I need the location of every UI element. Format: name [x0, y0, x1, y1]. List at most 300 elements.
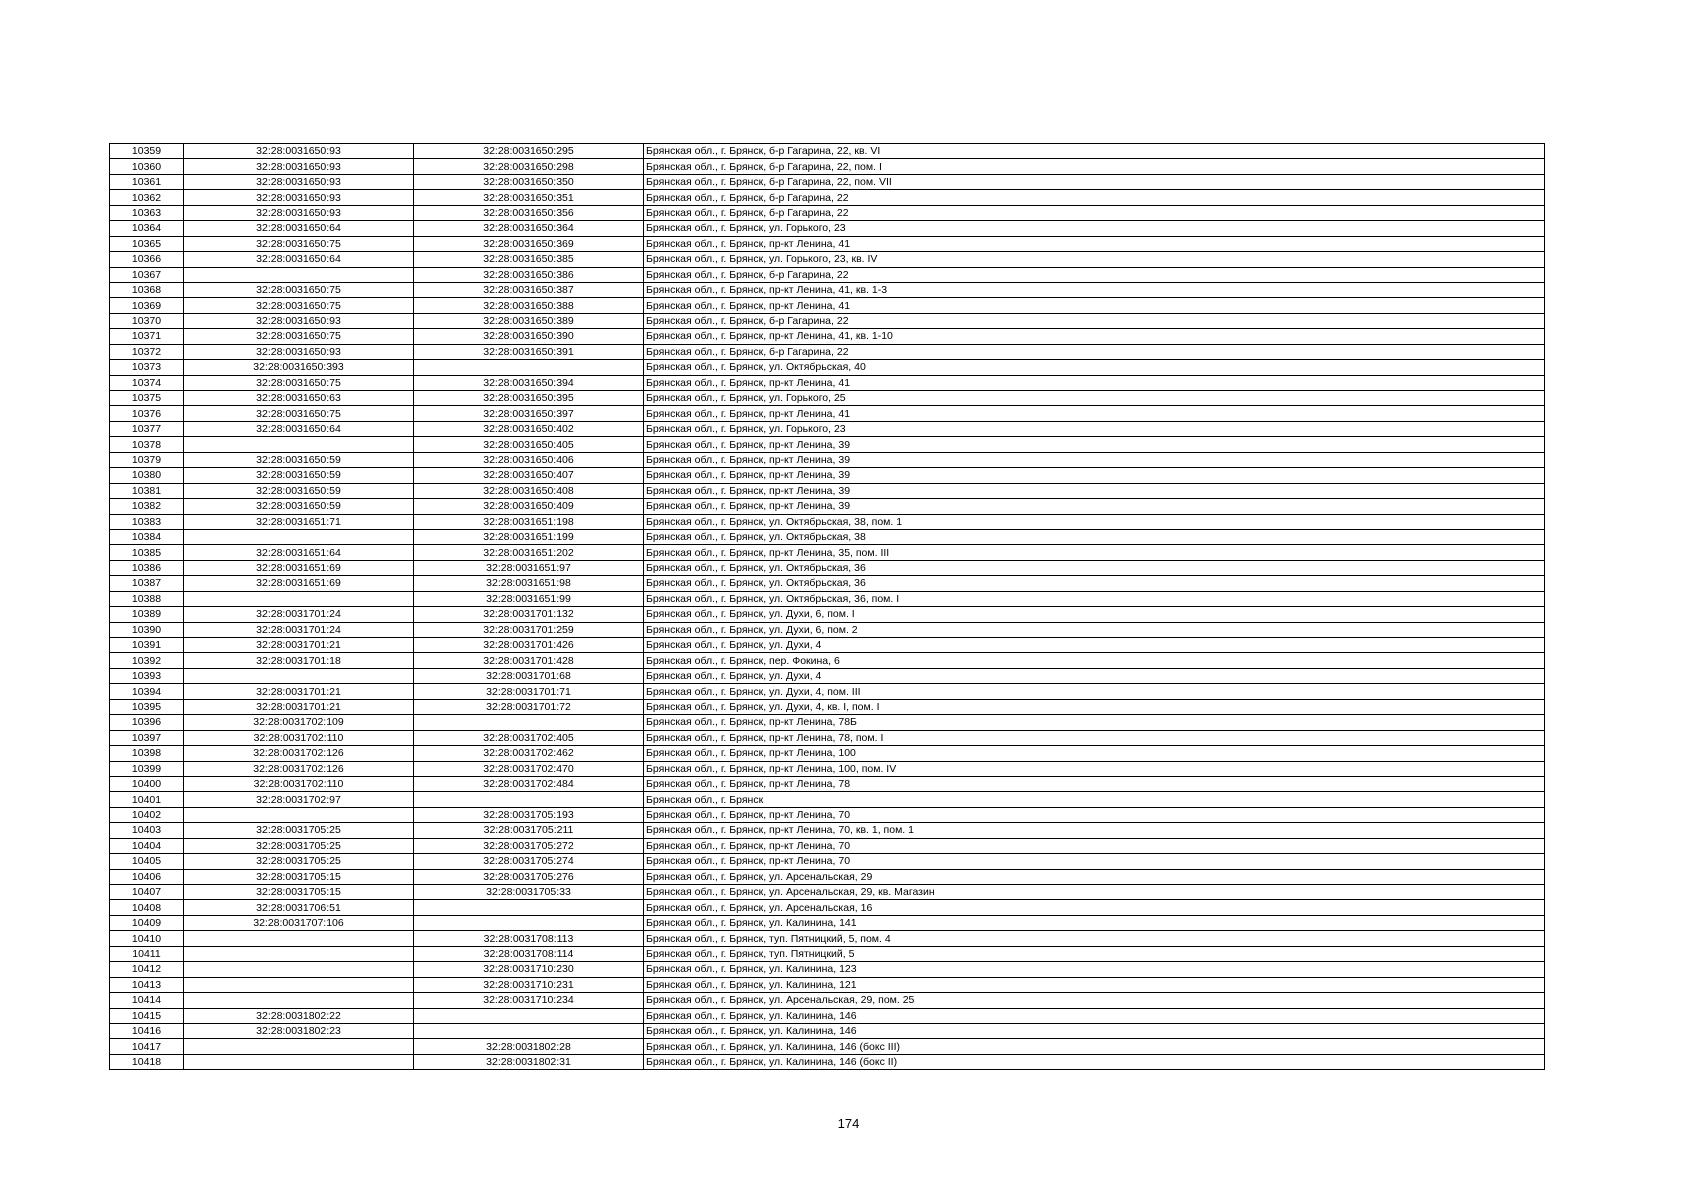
address-cell: Брянская обл., г. Брянск, пр-кт Ленина, 70 [644, 854, 1545, 869]
row-number-cell: 10379 [110, 452, 184, 467]
row-number-cell: 10416 [110, 1023, 184, 1038]
address-cell: Брянская обл., г. Брянск, ул. Арсенальская, 29, кв. Магазин [644, 885, 1545, 900]
table-row [110, 499, 1545, 514]
cadastral-parent-cell: 32:28:0031650:75 [184, 375, 414, 390]
cadastral-number-cell: 32:28:0031650:385 [414, 252, 644, 267]
table-row [110, 144, 1545, 159]
cadastral-number-cell: 32:28:0031701:71 [414, 684, 644, 699]
table-row [110, 344, 1545, 359]
table-row [110, 174, 1545, 189]
cadastral-number-cell: 32:28:0031650:391 [414, 344, 644, 359]
cadastral-parent-cell: 32:28:0031650:63 [184, 391, 414, 406]
row-number-cell: 10373 [110, 360, 184, 375]
cadastral-number-cell [414, 360, 644, 375]
cadastral-parent-cell: 32:28:0031705:25 [184, 854, 414, 869]
cadastral-number-cell: 32:28:0031708:113 [414, 931, 644, 946]
row-number-cell: 10371 [110, 329, 184, 344]
cadastral-number-cell: 32:28:0031650:388 [414, 298, 644, 313]
row-number-cell: 10360 [110, 159, 184, 174]
address-cell: Брянская обл., г. Брянск, ул. Арсенальская, 29 [644, 869, 1545, 884]
cadastral-parent-cell: 32:28:0031650:59 [184, 499, 414, 514]
cadastral-number-cell: 32:28:0031650:408 [414, 483, 644, 498]
cadastral-parent-cell: 32:28:0031702:110 [184, 776, 414, 791]
address-cell: Брянская обл., г. Брянск, ул. Духи, 6, пом. I [644, 607, 1545, 622]
table-row [110, 1023, 1545, 1038]
table-row [110, 1008, 1545, 1023]
row-number-cell: 10384 [110, 529, 184, 544]
registry-table-body [110, 144, 1545, 1070]
cadastral-number-cell: 32:28:0031650:405 [414, 437, 644, 452]
table-row [110, 869, 1545, 884]
table-row [110, 807, 1545, 822]
cadastral-parent-cell [184, 591, 414, 606]
address-cell: Брянская обл., г. Брянск, ул. Калинина, 146 (бокс II) [644, 1054, 1545, 1069]
cadastral-parent-cell: 32:28:0031651:64 [184, 545, 414, 560]
table-row [110, 298, 1545, 313]
row-number-cell: 10400 [110, 776, 184, 791]
row-number-cell: 10405 [110, 854, 184, 869]
row-number-cell: 10390 [110, 622, 184, 637]
cadastral-number-cell [414, 1008, 644, 1023]
cadastral-parent-cell: 32:28:0031650:93 [184, 159, 414, 174]
cadastral-parent-cell [184, 931, 414, 946]
cadastral-parent-cell: 32:28:0031705:25 [184, 823, 414, 838]
table-row [110, 638, 1545, 653]
address-cell: Брянская обл., г. Брянск, пр-кт Ленина, 39 [644, 437, 1545, 452]
cadastral-number-cell [414, 915, 644, 930]
table-row [110, 375, 1545, 390]
cadastral-parent-cell: 32:28:0031802:23 [184, 1023, 414, 1038]
cadastral-parent-cell [184, 1039, 414, 1054]
table-row [110, 776, 1545, 791]
cadastral-parent-cell [184, 1054, 414, 1069]
table-row [110, 607, 1545, 622]
row-number-cell: 10403 [110, 823, 184, 838]
row-number-cell: 10376 [110, 406, 184, 421]
row-number-cell: 10401 [110, 792, 184, 807]
cadastral-number-cell: 32:28:0031650:394 [414, 375, 644, 390]
row-number-cell: 10380 [110, 468, 184, 483]
cadastral-number-cell: 32:28:0031650:395 [414, 391, 644, 406]
cadastral-number-cell: 32:28:0031650:409 [414, 499, 644, 514]
table-row [110, 931, 1545, 946]
cadastral-number-cell: 32:28:0031650:402 [414, 421, 644, 436]
table-row [110, 823, 1545, 838]
table-row [110, 668, 1545, 683]
address-cell: Брянская обл., г. Брянск, ул. Калинина, 123 [644, 962, 1545, 977]
table-row [110, 730, 1545, 745]
address-cell: Брянская обл., г. Брянск, ул. Духи, 4 [644, 638, 1545, 653]
table-row [110, 190, 1545, 205]
cadastral-number-cell: 32:28:0031705:193 [414, 807, 644, 822]
address-cell: Брянская обл., г. Брянск, пр-кт Ленина, 41 [644, 406, 1545, 421]
table-row [110, 962, 1545, 977]
row-number-cell: 10418 [110, 1054, 184, 1069]
table-row [110, 329, 1545, 344]
address-cell: Брянская обл., г. Брянск, пр-кт Ленина, 39 [644, 499, 1545, 514]
address-cell: Брянская обл., г. Брянск, ул. Калинина, 121 [644, 977, 1545, 992]
row-number-cell: 10366 [110, 252, 184, 267]
table-row [110, 715, 1545, 730]
table-row [110, 545, 1545, 560]
address-cell: Брянская обл., г. Брянск, пр-кт Ленина, 41 [644, 375, 1545, 390]
table-row [110, 205, 1545, 220]
cadastral-number-cell: 32:28:0031701:426 [414, 638, 644, 653]
cadastral-number-cell: 32:28:0031650:364 [414, 221, 644, 236]
cadastral-number-cell: 32:28:0031702:470 [414, 761, 644, 776]
address-cell: Брянская обл., г. Брянск, ул. Октябрьская, 38 [644, 529, 1545, 544]
row-number-cell: 10392 [110, 653, 184, 668]
cadastral-number-cell: 32:28:0031651:98 [414, 576, 644, 591]
cadastral-number-cell: 32:28:0031705:276 [414, 869, 644, 884]
table-row [110, 854, 1545, 869]
table-row [110, 483, 1545, 498]
row-number-cell: 10412 [110, 962, 184, 977]
table-row [110, 159, 1545, 174]
cadastral-parent-cell: 32:28:0031706:51 [184, 900, 414, 915]
row-number-cell: 10393 [110, 668, 184, 683]
cadastral-number-cell: 32:28:0031651:198 [414, 514, 644, 529]
address-cell: Брянская обл., г. Брянск, пр-кт Ленина, 41 [644, 236, 1545, 251]
address-cell: Брянская обл., г. Брянск, пр-кт Ленина, 100, пом. IV [644, 761, 1545, 776]
cadastral-parent-cell: 32:28:0031650:75 [184, 236, 414, 251]
row-number-cell: 10378 [110, 437, 184, 452]
cadastral-parent-cell: 32:28:0031650:75 [184, 298, 414, 313]
address-cell: Брянская обл., г. Брянск, ул. Калинина, 146 (бокс III) [644, 1039, 1545, 1054]
row-number-cell: 10397 [110, 730, 184, 745]
table-row [110, 391, 1545, 406]
cadastral-number-cell [414, 1023, 644, 1038]
row-number-cell: 10408 [110, 900, 184, 915]
address-cell: Брянская обл., г. Брянск, ул. Октябрьская, 36, пом. I [644, 591, 1545, 606]
address-cell: Брянская обл., г. Брянск, б-р Гагарина, 22, пом. VII [644, 174, 1545, 189]
row-number-cell: 10372 [110, 344, 184, 359]
cadastral-number-cell: 32:28:0031650:298 [414, 159, 644, 174]
address-cell: Брянская обл., г. Брянск, ул. Горького, 23 [644, 221, 1545, 236]
cadastral-number-cell [414, 900, 644, 915]
table-row [110, 529, 1545, 544]
cadastral-number-cell: 32:28:0031710:234 [414, 993, 644, 1008]
cadastral-parent-cell: 32:28:0031650:59 [184, 483, 414, 498]
row-number-cell: 10409 [110, 915, 184, 930]
cadastral-parent-cell: 32:28:0031650:64 [184, 421, 414, 436]
address-cell: Брянская обл., г. Брянск, пр-кт Ленина, 78, пом. I [644, 730, 1545, 745]
row-number-cell: 10417 [110, 1039, 184, 1054]
address-cell: Брянская обл., г. Брянск, ул. Духи, 4 [644, 668, 1545, 683]
table-row [110, 885, 1545, 900]
row-number-cell: 10410 [110, 931, 184, 946]
cadastral-parent-cell: 32:28:0031651:71 [184, 514, 414, 529]
address-cell: Брянская обл., г. Брянск, ул. Духи, 4, кв. I, пом. I [644, 699, 1545, 714]
table-row [110, 684, 1545, 699]
row-number-cell: 10415 [110, 1008, 184, 1023]
cadastral-parent-cell: 32:28:0031702:126 [184, 761, 414, 776]
cadastral-number-cell: 32:28:0031708:114 [414, 946, 644, 961]
address-cell: Брянская обл., г. Брянск, туп. Пятницкий, 5 [644, 946, 1545, 961]
row-number-cell: 10413 [110, 977, 184, 992]
address-cell: Брянская обл., г. Брянск, пер. Фокина, 6 [644, 653, 1545, 668]
cadastral-number-cell: 32:28:0031650:356 [414, 205, 644, 220]
registry-table [109, 143, 1545, 1070]
cadastral-parent-cell: 32:28:0031707:106 [184, 915, 414, 930]
address-cell: Брянская обл., г. Брянск, ул. Октябрьская, 40 [644, 360, 1545, 375]
cadastral-parent-cell: 32:28:0031702:126 [184, 746, 414, 761]
row-number-cell: 10402 [110, 807, 184, 822]
cadastral-parent-cell [184, 946, 414, 961]
row-number-cell: 10407 [110, 885, 184, 900]
cadastral-parent-cell: 32:28:0031705:15 [184, 885, 414, 900]
cadastral-parent-cell: 32:28:0031701:18 [184, 653, 414, 668]
row-number-cell: 10377 [110, 421, 184, 436]
address-cell: Брянская обл., г. Брянск, ул. Калинина, 146 [644, 1023, 1545, 1038]
cadastral-number-cell: 32:28:0031702:462 [414, 746, 644, 761]
row-number-cell: 10370 [110, 313, 184, 328]
cadastral-number-cell: 32:28:0031701:68 [414, 668, 644, 683]
row-number-cell: 10363 [110, 205, 184, 220]
address-cell: Брянская обл., г. Брянск, б-р Гагарина, 22 [644, 205, 1545, 220]
cadastral-number-cell: 32:28:0031802:28 [414, 1039, 644, 1054]
cadastral-number-cell: 32:28:0031650:351 [414, 190, 644, 205]
row-number-cell: 10362 [110, 190, 184, 205]
row-number-cell: 10387 [110, 576, 184, 591]
row-number-cell: 10368 [110, 282, 184, 297]
address-cell: Брянская обл., г. Брянск, пр-кт Ленина, 39 [644, 468, 1545, 483]
cadastral-parent-cell: 32:28:0031650:93 [184, 144, 414, 159]
address-cell: Брянская обл., г. Брянск, б-р Гагарина, 22, пом. I [644, 159, 1545, 174]
cadastral-parent-cell [184, 668, 414, 683]
address-cell: Брянская обл., г. Брянск, ул. Духи, 4, пом. III [644, 684, 1545, 699]
cadastral-number-cell: 32:28:0031802:31 [414, 1054, 644, 1069]
cadastral-number-cell: 32:28:0031651:97 [414, 560, 644, 575]
row-number-cell: 10404 [110, 838, 184, 853]
cadastral-parent-cell: 32:28:0031702:109 [184, 715, 414, 730]
cadastral-number-cell: 32:28:0031702:484 [414, 776, 644, 791]
row-number-cell: 10375 [110, 391, 184, 406]
cadastral-parent-cell: 32:28:0031705:15 [184, 869, 414, 884]
table-row [110, 236, 1545, 251]
table-row [110, 746, 1545, 761]
row-number-cell: 10385 [110, 545, 184, 560]
table-row [110, 421, 1545, 436]
cadastral-parent-cell [184, 529, 414, 544]
cadastral-parent-cell: 32:28:0031650:393 [184, 360, 414, 375]
address-cell: Брянская обл., г. Брянск, пр-кт Ленина, 39 [644, 452, 1545, 467]
table-row [110, 313, 1545, 328]
table-row [110, 468, 1545, 483]
cadastral-parent-cell [184, 962, 414, 977]
cadastral-number-cell [414, 792, 644, 807]
address-cell: Брянская обл., г. Брянск, ул. Горького, 25 [644, 391, 1545, 406]
cadastral-number-cell: 32:28:0031650:390 [414, 329, 644, 344]
address-cell: Брянская обл., г. Брянск, б-р Гагарина, 22 [644, 267, 1545, 282]
cadastral-number-cell: 32:28:0031710:231 [414, 977, 644, 992]
cadastral-parent-cell: 32:28:0031651:69 [184, 576, 414, 591]
row-number-cell: 10383 [110, 514, 184, 529]
row-number-cell: 10364 [110, 221, 184, 236]
row-number-cell: 10398 [110, 746, 184, 761]
row-number-cell: 10359 [110, 144, 184, 159]
cadastral-parent-cell: 32:28:0031702:110 [184, 730, 414, 745]
cadastral-parent-cell [184, 977, 414, 992]
page-number: 174 [837, 1116, 860, 1131]
cadastral-number-cell: 32:28:0031650:350 [414, 174, 644, 189]
address-cell: Брянская обл., г. Брянск, ул. Калинина, 146 [644, 1008, 1545, 1023]
address-cell: Брянская обл., г. Брянск, ул. Октябрьская, 38, пом. 1 [644, 514, 1545, 529]
cadastral-number-cell: 32:28:0031650:407 [414, 468, 644, 483]
address-cell: Брянская обл., г. Брянск, пр-кт Ленина, 70 [644, 838, 1545, 853]
address-cell: Брянская обл., г. Брянск, ул. Октябрьская, 36 [644, 576, 1545, 591]
cadastral-parent-cell [184, 437, 414, 452]
address-cell: Брянская обл., г. Брянск, ул. Октябрьская, 36 [644, 560, 1545, 575]
row-number-cell: 10365 [110, 236, 184, 251]
address-cell: Брянская обл., г. Брянск, пр-кт Ленина, 78Б [644, 715, 1545, 730]
address-cell: Брянская обл., г. Брянск, ул. Арсенальская, 16 [644, 900, 1545, 915]
row-number-cell: 10382 [110, 499, 184, 514]
cadastral-parent-cell: 32:28:0031650:59 [184, 468, 414, 483]
cadastral-number-cell: 32:28:0031701:428 [414, 653, 644, 668]
cadastral-parent-cell: 32:28:0031650:75 [184, 282, 414, 297]
table-row [110, 591, 1545, 606]
table-row [110, 622, 1545, 637]
table-row [110, 838, 1545, 853]
table-row [110, 282, 1545, 297]
table-row [110, 452, 1545, 467]
cadastral-parent-cell: 32:28:0031650:75 [184, 406, 414, 421]
cadastral-number-cell: 32:28:0031705:33 [414, 885, 644, 900]
cadastral-number-cell: 32:28:0031705:274 [414, 854, 644, 869]
row-number-cell: 10399 [110, 761, 184, 776]
address-cell: Брянская обл., г. Брянск, пр-кт Ленина, 41 [644, 298, 1545, 313]
cadastral-parent-cell: 32:28:0031650:93 [184, 205, 414, 220]
cadastral-number-cell: 32:28:0031650:397 [414, 406, 644, 421]
address-cell: Брянская обл., г. Брянск, б-р Гагарина, 22, кв. VI [644, 144, 1545, 159]
table-row [110, 360, 1545, 375]
address-cell: Брянская обл., г. Брянск [644, 792, 1545, 807]
cadastral-parent-cell: 32:28:0031650:75 [184, 329, 414, 344]
address-cell: Брянская обл., г. Брянск, пр-кт Ленина, 35, пом. III [644, 545, 1545, 560]
row-number-cell: 10411 [110, 946, 184, 961]
table-row [110, 221, 1545, 236]
cadastral-parent-cell: 32:28:0031701:21 [184, 699, 414, 714]
table-row [110, 267, 1545, 282]
cadastral-parent-cell: 32:28:0031802:22 [184, 1008, 414, 1023]
table-row [110, 252, 1545, 267]
cadastral-parent-cell [184, 993, 414, 1008]
cadastral-number-cell: 32:28:0031701:259 [414, 622, 644, 637]
address-cell: Брянская обл., г. Брянск, б-р Гагарина, 22 [644, 313, 1545, 328]
cadastral-parent-cell: 32:28:0031701:24 [184, 622, 414, 637]
table-row [110, 1054, 1545, 1069]
cadastral-number-cell: 32:28:0031650:389 [414, 313, 644, 328]
address-cell: Брянская обл., г. Брянск, ул. Арсенальская, 29, пом. 25 [644, 993, 1545, 1008]
table-row [110, 560, 1545, 575]
address-cell: Брянская обл., г. Брянск, ул. Калинина, 141 [644, 915, 1545, 930]
cadastral-parent-cell: 32:28:0031650:64 [184, 221, 414, 236]
cadastral-number-cell: 32:28:0031705:211 [414, 823, 644, 838]
address-cell: Брянская обл., г. Брянск, пр-кт Ленина, 39 [644, 483, 1545, 498]
address-cell: Брянская обл., г. Брянск, пр-кт Ленина, 100 [644, 746, 1545, 761]
row-number-cell: 10388 [110, 591, 184, 606]
cadastral-parent-cell: 32:28:0031650:64 [184, 252, 414, 267]
row-number-cell: 10414 [110, 993, 184, 1008]
cadastral-number-cell: 32:28:0031701:132 [414, 607, 644, 622]
table-row [110, 1039, 1545, 1054]
cadastral-parent-cell: 32:28:0031650:93 [184, 174, 414, 189]
table-row [110, 993, 1545, 1008]
row-number-cell: 10391 [110, 638, 184, 653]
table-row [110, 576, 1545, 591]
table-row [110, 761, 1545, 776]
cadastral-parent-cell [184, 807, 414, 822]
table-row [110, 977, 1545, 992]
cadastral-parent-cell: 32:28:0031650:93 [184, 190, 414, 205]
address-cell: Брянская обл., г. Брянск, пр-кт Ленина, 41, кв. 1-3 [644, 282, 1545, 297]
row-number-cell: 10395 [110, 699, 184, 714]
cadastral-parent-cell: 32:28:0031701:24 [184, 607, 414, 622]
cadastral-number-cell: 32:28:0031650:406 [414, 452, 644, 467]
cadastral-number-cell: 32:28:0031650:386 [414, 267, 644, 282]
row-number-cell: 10369 [110, 298, 184, 313]
table-row [110, 900, 1545, 915]
address-cell: Брянская обл., г. Брянск, б-р Гагарина, 22 [644, 190, 1545, 205]
cadastral-number-cell: 32:28:0031650:295 [414, 144, 644, 159]
row-number-cell: 10381 [110, 483, 184, 498]
address-cell: Брянская обл., г. Брянск, ул. Духи, 6, пом. 2 [644, 622, 1545, 637]
table-row [110, 915, 1545, 930]
cadastral-parent-cell: 32:28:0031650:93 [184, 344, 414, 359]
table-row [110, 653, 1545, 668]
row-number-cell: 10406 [110, 869, 184, 884]
address-cell: Брянская обл., г. Брянск, туп. Пятницкий, 5, пом. 4 [644, 931, 1545, 946]
row-number-cell: 10361 [110, 174, 184, 189]
cadastral-parent-cell: 32:28:0031650:93 [184, 313, 414, 328]
table-row [110, 514, 1545, 529]
row-number-cell: 10396 [110, 715, 184, 730]
cadastral-parent-cell: 32:28:0031650:59 [184, 452, 414, 467]
row-number-cell: 10386 [110, 560, 184, 575]
table-row [110, 437, 1545, 452]
table-row [110, 946, 1545, 961]
cadastral-parent-cell: 32:28:0031702:97 [184, 792, 414, 807]
cadastral-number-cell: 32:28:0031651:202 [414, 545, 644, 560]
address-cell: Брянская обл., г. Брянск, пр-кт Ленина, 70, кв. 1, пом. 1 [644, 823, 1545, 838]
address-cell: Брянская обл., г. Брянск, ул. Горького, 23, кв. IV [644, 252, 1545, 267]
table-row [110, 406, 1545, 421]
address-cell: Брянская обл., г. Брянск, пр-кт Ленина, 78 [644, 776, 1545, 791]
cadastral-number-cell: 32:28:0031702:405 [414, 730, 644, 745]
cadastral-number-cell: 32:28:0031651:99 [414, 591, 644, 606]
cadastral-number-cell: 32:28:0031650:369 [414, 236, 644, 251]
row-number-cell: 10367 [110, 267, 184, 282]
cadastral-parent-cell: 32:28:0031701:21 [184, 684, 414, 699]
cadastral-number-cell: 32:28:0031650:387 [414, 282, 644, 297]
table-row [110, 792, 1545, 807]
address-cell: Брянская обл., г. Брянск, пр-кт Ленина, 70 [644, 807, 1545, 822]
cadastral-number-cell: 32:28:0031701:72 [414, 699, 644, 714]
cadastral-number-cell [414, 715, 644, 730]
cadastral-parent-cell: 32:28:0031701:21 [184, 638, 414, 653]
row-number-cell: 10374 [110, 375, 184, 390]
cadastral-parent-cell: 32:28:0031651:69 [184, 560, 414, 575]
row-number-cell: 10389 [110, 607, 184, 622]
cadastral-number-cell: 32:28:0031651:199 [414, 529, 644, 544]
row-number-cell: 10394 [110, 684, 184, 699]
table-row [110, 699, 1545, 714]
cadastral-parent-cell [184, 267, 414, 282]
cadastral-parent-cell: 32:28:0031705:25 [184, 838, 414, 853]
address-cell: Брянская обл., г. Брянск, пр-кт Ленина, 41, кв. 1-10 [644, 329, 1545, 344]
cadastral-number-cell: 32:28:0031710:230 [414, 962, 644, 977]
